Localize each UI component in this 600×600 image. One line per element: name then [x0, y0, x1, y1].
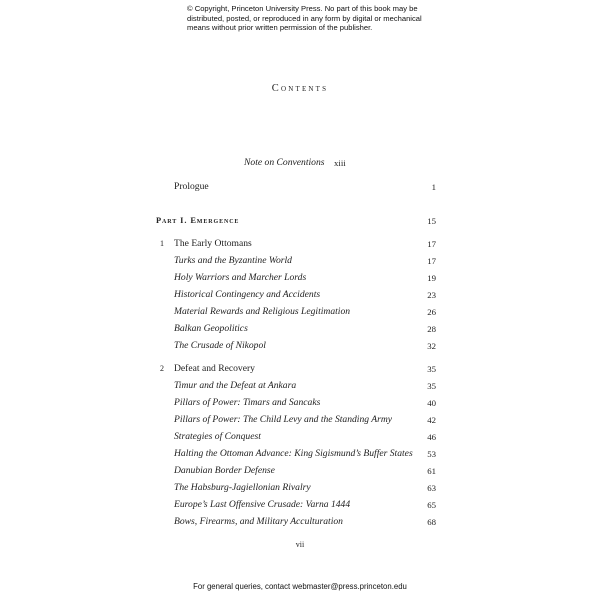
toc-part-heading[interactable]	[0, 214, 600, 228]
toc-entry-page: 63	[427, 483, 436, 493]
toc-section-entry[interactable]	[0, 339, 600, 353]
toc-entry-page: 26	[427, 307, 436, 317]
toc-entry-page: 40	[427, 398, 436, 408]
copyright-line: means without prior written permission of the publisher.	[187, 23, 373, 32]
copyright-line: distributed, posted, or reproduced in any form by digital or mechanical	[187, 13, 422, 23]
toc-entry-page: 65	[427, 500, 436, 510]
toc-entry-page: 68	[427, 517, 436, 527]
toc-section-title: Timur and the Defeat at Ankara	[174, 380, 297, 391]
toc-section-title: Pillars of Power: The Child Levy and the Standing Army	[174, 414, 393, 425]
toc-entry-note[interactable]	[0, 156, 600, 170]
toc-section-title: Material Rewards and Religious Legitimation	[174, 306, 351, 317]
toc-entry-page: xiii	[334, 158, 346, 168]
toc-section-entry[interactable]	[0, 447, 600, 461]
toc-section-entry[interactable]	[0, 515, 600, 529]
toc-entry-page: 32	[427, 341, 436, 351]
toc-entry-page: 28	[427, 324, 436, 334]
toc-entry-page: 19	[427, 273, 436, 283]
contents-heading: Contents	[271, 83, 329, 94]
toc-entry-page: 17	[427, 256, 436, 266]
toc-section-entry[interactable]	[0, 254, 600, 268]
toc-entry-title: Note on Conventions	[244, 157, 325, 168]
toc-entry-page: 15	[427, 216, 436, 226]
copyright-notice	[187, 4, 427, 33]
toc-part-title: Part I. Emergence	[156, 216, 240, 225]
toc-entry-page: 35	[427, 364, 436, 374]
toc-entry-title: Prologue	[174, 181, 209, 192]
toc-section-title: The Crusade of Nikopol	[174, 340, 266, 351]
toc-chapter-number: 2	[160, 364, 164, 373]
toc-section-title: Bows, Firearms, and Military Acculturation	[174, 516, 343, 527]
toc-section-title: Strategies of Conquest	[174, 431, 261, 442]
toc-chapter-1[interactable]	[0, 237, 600, 251]
toc-section-entry[interactable]	[0, 498, 600, 512]
toc-entry-page: 1	[431, 182, 436, 192]
toc-section-title: Europe’s Last Offensive Crusade: Varna 1444	[174, 499, 351, 510]
toc-section-entry[interactable]	[0, 396, 600, 410]
toc-section-title: Turks and the Byzantine World	[174, 255, 292, 266]
toc-section-title: Halting the Ottoman Advance: King Sigismund’s Buffer States	[174, 448, 413, 459]
toc-section-entry[interactable]	[0, 430, 600, 444]
copyright-line: © Copyright, Princeton University Press. No part of this book may be	[187, 4, 418, 13]
toc-chapter-2[interactable]	[0, 362, 600, 376]
page-folio: vii	[295, 540, 305, 549]
toc-section-title: Danubian Border Defense	[174, 465, 275, 476]
toc-entry-page: 35	[427, 381, 436, 391]
toc-entry-page: 23	[427, 290, 436, 300]
toc-section-title: Holy Warriors and Marcher Lords	[174, 272, 307, 283]
toc-entry-page: 61	[427, 466, 436, 476]
toc-section-title: Pillars of Power: Timars and Sancaks	[174, 397, 321, 408]
toc-section-title: The Habsburg-Jagiellonian Rivalry	[174, 482, 311, 493]
toc-section-entry[interactable]	[0, 322, 600, 336]
toc-entry-page: 42	[427, 415, 436, 425]
toc-section-entry[interactable]	[0, 464, 600, 478]
toc-section-entry[interactable]	[0, 271, 600, 285]
toc-section-entry[interactable]	[0, 379, 600, 393]
toc-chapter-title: The Early Ottomans	[174, 238, 252, 249]
toc-entry-page: 53	[427, 449, 436, 459]
toc-section-entry[interactable]	[0, 481, 600, 495]
toc-entry-page: 46	[427, 432, 436, 442]
toc-chapter-number: 1	[160, 239, 164, 248]
toc-chapter-title: Defeat and Recovery	[174, 363, 255, 374]
toc-section-entry[interactable]	[0, 288, 600, 302]
toc-section-title: Historical Contingency and Accidents	[174, 289, 321, 300]
footer-contact: For general queries, contact webmaster@press.princeton.edu	[193, 582, 407, 591]
toc-section-entry[interactable]	[0, 305, 600, 319]
toc-section-entry[interactable]	[0, 413, 600, 427]
toc-section-title: Balkan Geopolitics	[174, 323, 248, 334]
toc-entry-page: 17	[427, 239, 436, 249]
toc-entry-prologue[interactable]	[0, 180, 600, 194]
